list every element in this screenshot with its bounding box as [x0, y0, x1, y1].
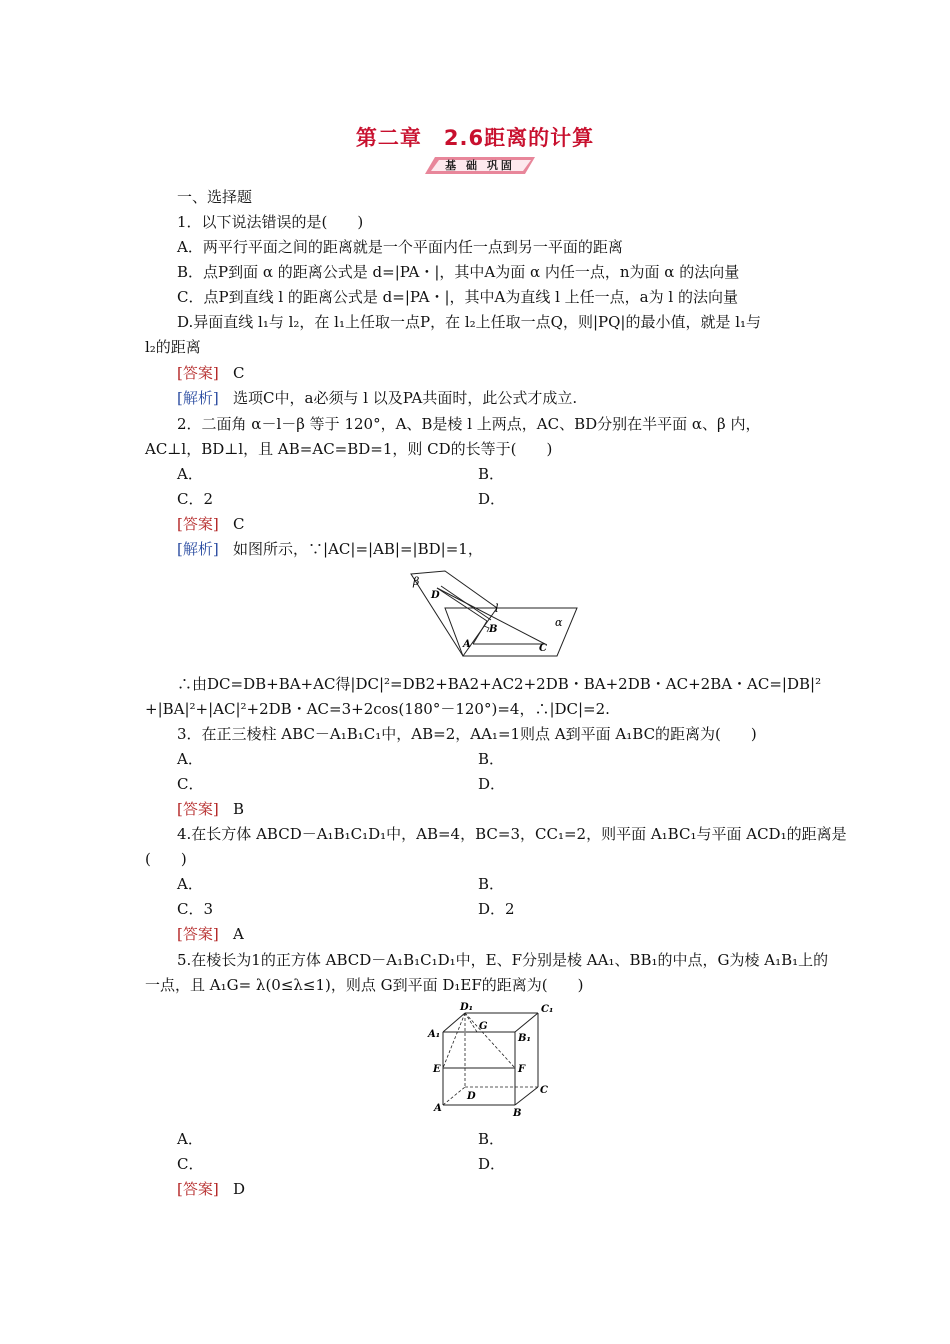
fig-label-b: B	[489, 624, 498, 635]
q1-option-c: C．点P到直线 l 的距离公式是 d=|PA・|，其中A为直线 l 上任一点，a为 l 的法向量	[177, 288, 738, 306]
q3-option-c: C．	[177, 775, 204, 793]
analysis-tag: [解析]	[177, 540, 219, 558]
q2-option-c: C．2	[177, 490, 214, 508]
q5-answer: D	[233, 1180, 246, 1198]
q2-stem: 2．二面角 α－l－β 等于 120°，A、B是棱 l 上两点，AC、BD分别在半平面 α、β 内，	[177, 415, 761, 433]
fig-label-a: A	[434, 1103, 442, 1114]
q4-option-d: D．2	[478, 900, 515, 918]
cube-figure	[425, 1000, 560, 1120]
answer-tag: [答案]	[177, 800, 219, 818]
q2-solution-line2: +|BA|²+|AC|²+2DB・AC=3+2cos(180°－120°)=4，∴|DC|=2.	[145, 700, 610, 718]
q2-stem-cont: AC⊥l，BD⊥l，且 AB=AC=BD=1，则 CD的长等于( )	[145, 440, 553, 458]
q3-option-a: A．	[177, 750, 203, 768]
q4-answer: A	[233, 925, 244, 943]
q2-analysis: 如图所示，∵|AC|=|AB|=|BD|=1，	[233, 540, 483, 558]
q4-stem-cont: ( )	[145, 850, 187, 868]
q4-option-a: A．	[177, 875, 203, 893]
fig-label-d1: D₁	[460, 1002, 474, 1013]
fig-label-c1: C₁	[541, 1004, 554, 1015]
fig-label-l: l	[495, 602, 499, 615]
q1-option-d-cont: l₂的距离	[145, 338, 201, 356]
answer-tag: [答案]	[177, 364, 219, 382]
q2-answer: C	[233, 515, 245, 533]
fig-label-e: E	[433, 1064, 441, 1075]
section-banner: 基 础 巩固	[445, 159, 515, 172]
q3-stem: 3．在正三棱柱 ABC－A₁B₁C₁中，AB=2，AA₁=1则点 A到平面 A₁BC的距离为( )	[177, 725, 757, 743]
q1-option-b: B．点P到面 α 的距离公式是 d=|PA・|，其中A为面 α 内任一点，n为面 α 的法向量	[177, 263, 740, 281]
fig-label-beta: β	[413, 575, 420, 588]
q3-option-b: B．	[478, 750, 505, 768]
q5-option-a: A．	[177, 1130, 203, 1148]
page-title: 第二章 2.6距离的计算	[355, 126, 595, 150]
q1-stem: 1．以下说法错误的是( )	[177, 213, 364, 231]
answer-tag: [答案]	[177, 1180, 219, 1198]
q1-answer: C	[233, 364, 245, 382]
q1-option-a: A．两平行平面之间的距离就是一个平面内任一点到另一平面的距离	[177, 238, 623, 256]
q2-option-a: A．	[177, 465, 203, 483]
fig-label-a1: A₁	[428, 1029, 441, 1040]
fig-label-a: A	[463, 639, 471, 650]
fig-label-c: C	[539, 643, 547, 654]
q5-option-c: C．	[177, 1155, 204, 1173]
fig-label-d: D	[467, 1091, 476, 1102]
fig-label-b: B	[513, 1108, 522, 1119]
fig-label-alpha: α	[555, 616, 563, 629]
q2-option-d: D．	[478, 490, 506, 508]
q3-option-d: D．	[478, 775, 506, 793]
q1-analysis: 选项C中，a必须与 l 以及PA共面时，此公式才成立.	[233, 389, 578, 407]
q2-option-b: B．	[478, 465, 505, 483]
q3-answer: B	[233, 800, 245, 818]
fig-label-b1: B₁	[518, 1033, 531, 1044]
q2-solution-line1: ∴由DC=DB+BA+AC得|DC|²=DB2+BA2+AC2+2DB・BA+2DB・AC+2BA・AC=|DB|²	[177, 675, 822, 693]
fig-label-f: F	[518, 1064, 526, 1075]
q4-option-b: B．	[478, 875, 505, 893]
section-heading: 一、选择题	[177, 188, 253, 206]
q5-stem: 5.在棱长为1的正方体 ABCD－A₁B₁C₁D₁中，E、F分别是棱 AA₁、BB₁的中点，G为棱 A₁B₁上的	[177, 951, 829, 969]
q1-option-d: D.异面直线 l₁与 l₂，在 l₁上任取一点P，在 l₂上任取一点Q，则|PQ|的最小值，就是 l₁与	[177, 313, 762, 331]
q5-stem-cont: 一点，且 A₁G= λ(0≤λ≤1)，则点 G到平面 D₁EF的距离为( )	[145, 976, 584, 994]
dihedral-angle-figure	[405, 568, 580, 663]
q4-option-c: C．3	[177, 900, 214, 918]
answer-tag: [答案]	[177, 925, 219, 943]
answer-tag: [答案]	[177, 515, 219, 533]
q5-option-d: D．	[478, 1155, 506, 1173]
fig-label-c: C	[540, 1085, 548, 1096]
fig-label-d: D	[431, 590, 440, 601]
q5-option-b: B．	[478, 1130, 505, 1148]
fig-label-g: G	[479, 1021, 488, 1032]
analysis-tag: [解析]	[177, 389, 219, 407]
q4-stem: 4.在长方体 ABCD－A₁B₁C₁D₁中，AB=4，BC=3，CC₁=2，则平面 A₁BC₁与平面 ACD₁的距离是	[177, 825, 847, 843]
